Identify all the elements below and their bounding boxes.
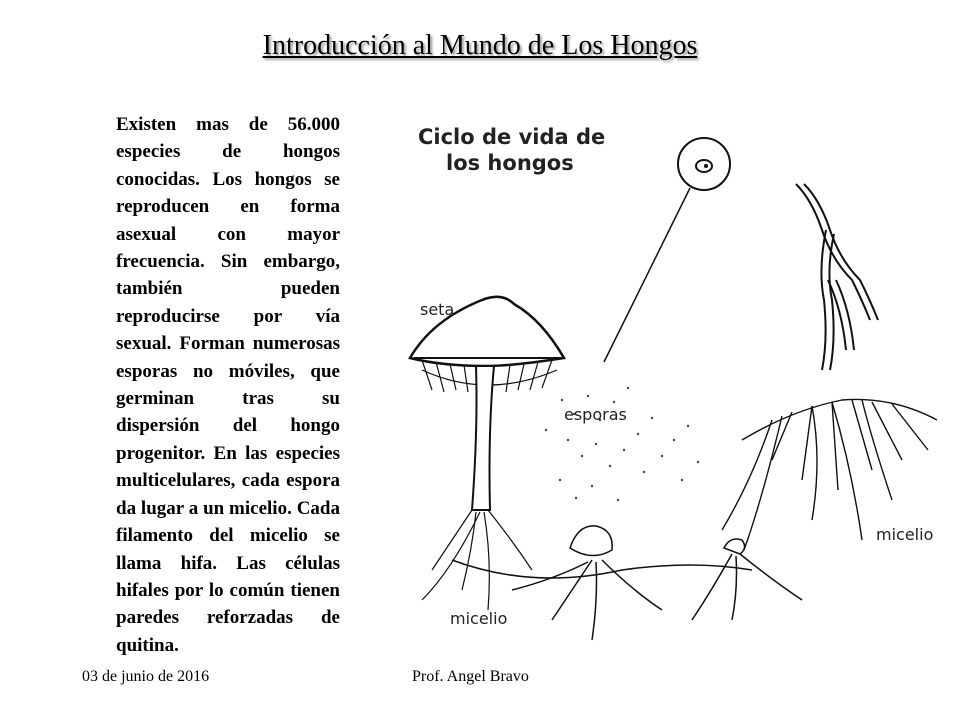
- fungi-life-cycle-illustration: [392, 100, 952, 685]
- label-seta: seta: [420, 300, 455, 319]
- slide-title: Introducción al Mundo de Los Hongos: [262, 30, 698, 61]
- label-micelio-bottom: micelio: [450, 609, 508, 628]
- spores-dots: [545, 387, 699, 501]
- footer-date: 03 de junio de 2016: [82, 668, 210, 685]
- label-esporas: esporas: [564, 405, 627, 424]
- figure-title-line1: Ciclo de vida de: [418, 125, 606, 149]
- body-paragraph: Existen mas de 56.000 especies de hongos conocidas. Los hongos se reproducen en forma asexual con mayor frecuencia. Sin embargo, también pueden reproducirse por vía sexual. Forman numerosas esporas no móviles, que germinan tras su dispersión del hongo progenitor. En las especies multicelulares, cada espora da lugar a un micelio. Cada filamento del micelio se llama hifa. Las células hifales por lo común tienen paredes reforzadas de quitina.: [116, 114, 340, 656]
- figure-title-line2: los hongos: [446, 151, 574, 175]
- spore-magnified-icon: [604, 138, 730, 362]
- mushroom-icon: [410, 297, 564, 610]
- footer-author: Prof. Angel Bravo: [412, 668, 529, 685]
- hyphae-icon: [796, 184, 878, 370]
- label-micelio-right: micelio: [876, 525, 934, 544]
